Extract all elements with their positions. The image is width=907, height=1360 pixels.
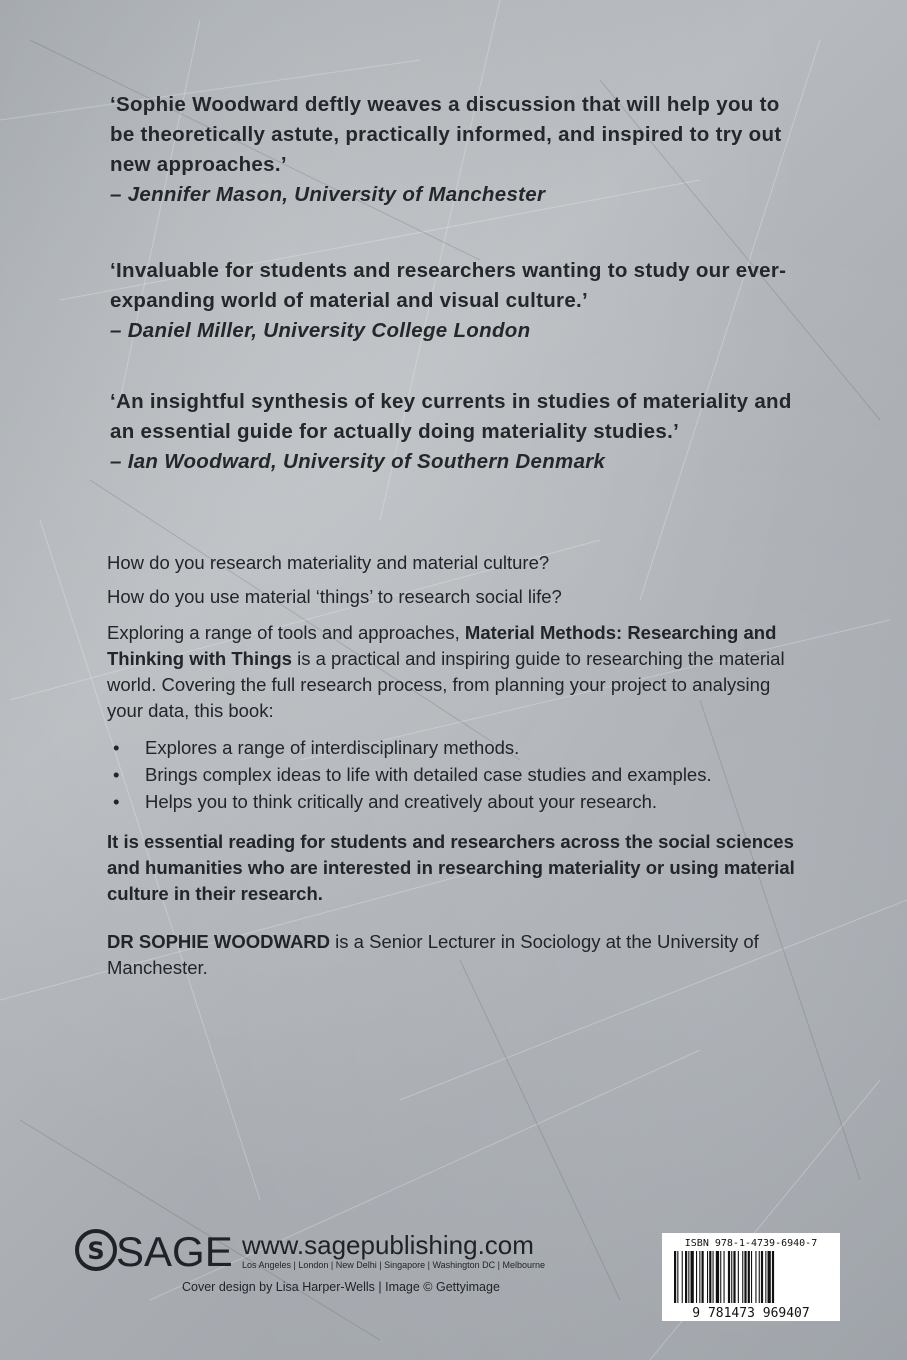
sage-logo-text: SAGE [116,1228,233,1275]
list-item: • Brings complex ideas to life with detailed case studies and examples. [107,761,807,788]
intro-paragraph [107,620,807,724]
svg-text:S: S [87,1237,105,1265]
quote-line: an essential guide for actually doing materiality studies.’ [110,420,680,443]
barcode-bar [759,1251,760,1303]
quote-attribution: – Ian Woodward, University of Southern Denmark [110,450,606,473]
author-bio-text: is a Senior Lecturer in Sociology at the University of Manchester. [107,931,759,978]
sage-logo [74,1224,574,1314]
barcode-bar [699,1251,700,1303]
cover-credit: Cover design by Lisa Harper-Wells | Image © Gettyimage [182,1280,500,1294]
barcode-bar [742,1251,743,1303]
quote-line: ‘Sophie Woodward deftly weaves a discussion that will help you to [110,93,780,116]
barcode-bar [765,1251,766,1303]
barcode-bar [733,1251,735,1303]
quote-line: new approaches.’ [110,153,287,176]
book-title: Material Methods: Researching and Thinking with Things [107,622,777,669]
barcode-bar [685,1251,687,1303]
author-bio [107,929,807,981]
bullet-icon: • [113,737,120,758]
question-things: How do you use material ‘things’ to research social life? [107,586,562,607]
quote-woodward [110,387,810,477]
barcode-bar [674,1251,676,1303]
barcode-bar [751,1251,752,1303]
publisher-block [74,1224,574,1314]
barcode-bar [713,1251,714,1303]
isbn-label: ISBN 978-1-4739-6940-7 [684,1238,818,1249]
barcode-bar [707,1251,708,1303]
list-item: • Helps you to think critically and creatively about your research. [107,788,807,815]
barcode-box [662,1233,840,1321]
barcode-bar [761,1251,763,1303]
bullet-icon: • [113,791,120,812]
barcode-bar [716,1251,719,1303]
barcode-bar [738,1251,739,1303]
question-materiality: How do you research materiality and material culture? [107,552,550,573]
barcode-bar [728,1251,730,1303]
intro-rest: is a practical and inspiring guide to researching the material world. Covering the full research process, from planning your project to analysing your data, this book: [107,648,785,721]
quote-mason [110,90,810,210]
author-name: DR SOPHIE WOODWARD [107,931,331,952]
publisher-url: www.sagepublishing.com [242,1230,534,1260]
barcode [662,1233,840,1321]
barcode-bar [691,1251,694,1303]
barcode-bar [688,1251,689,1303]
list-item: • Explores a range of interdisciplinary methods. [107,734,807,761]
barcode-number: 9 781473 969407 [692,1306,810,1321]
barcode-bar [709,1251,711,1303]
barcode-bar [755,1251,756,1303]
feature-list [107,734,807,815]
quote-line: ‘Invaluable for students and researchers wanting to study our ever- [110,259,787,282]
book-description [107,550,807,981]
quote-attribution: – Daniel Miller, University College London [110,319,531,342]
barcode-bar [744,1251,746,1303]
barcode-bar [677,1251,678,1303]
barcode-bar [720,1251,721,1303]
bullet-icon: • [113,764,120,785]
barcode-bar [748,1251,750,1303]
quote-line: be theoretically astute, practically informed, and inspired to try out [110,123,782,146]
barcode-bar [696,1251,697,1303]
closing-paragraph: It is essential reading for students and researchers across the social sciences and humanities who are interested in researching materiality or using material culture in their research. [107,831,795,904]
intro-lead: Exploring a range of tools and approaches, [107,622,460,643]
barcode-bar [682,1251,683,1303]
barcode-bar [768,1251,771,1303]
barcode-bar [772,1251,774,1303]
quote-attribution: – Jennifer Mason, University of Manchester [110,183,546,206]
quote-miller [110,256,810,346]
barcode-bars [674,1251,774,1303]
quote-line: ‘An insightful synthesis of key currents in studies of materiality and [110,390,792,413]
barcode-bar [731,1251,732,1303]
barcode-bar [724,1251,725,1303]
barcode-bar [702,1251,704,1303]
publisher-locations: Los Angeles | London | New Delhi | Singapore | Washington DC | Melbourne [242,1260,546,1270]
quote-line: expanding world of material and visual culture.’ [110,289,589,312]
